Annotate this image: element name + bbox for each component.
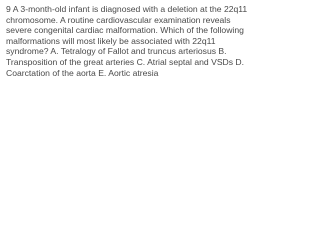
question-card [0,0,261,88]
question-text-block [6,4,258,78]
question-number: 9 [6,4,11,14]
question-body: A 3-month-old infant is diagnosed with a deletion at the 22q11 chromosome. A routine cardiovascular examination reveals severe congenital cardiac malformation. Which of the following malformations will most likely be associated with 22q11 syndrome? A. Tetralogy of Fallot and truncus arteriosus B. Transposition of the great arteries C. Atrial septal and VSDs D. Coarctation of the aorta E. Aortic atresia [6,4,248,78]
